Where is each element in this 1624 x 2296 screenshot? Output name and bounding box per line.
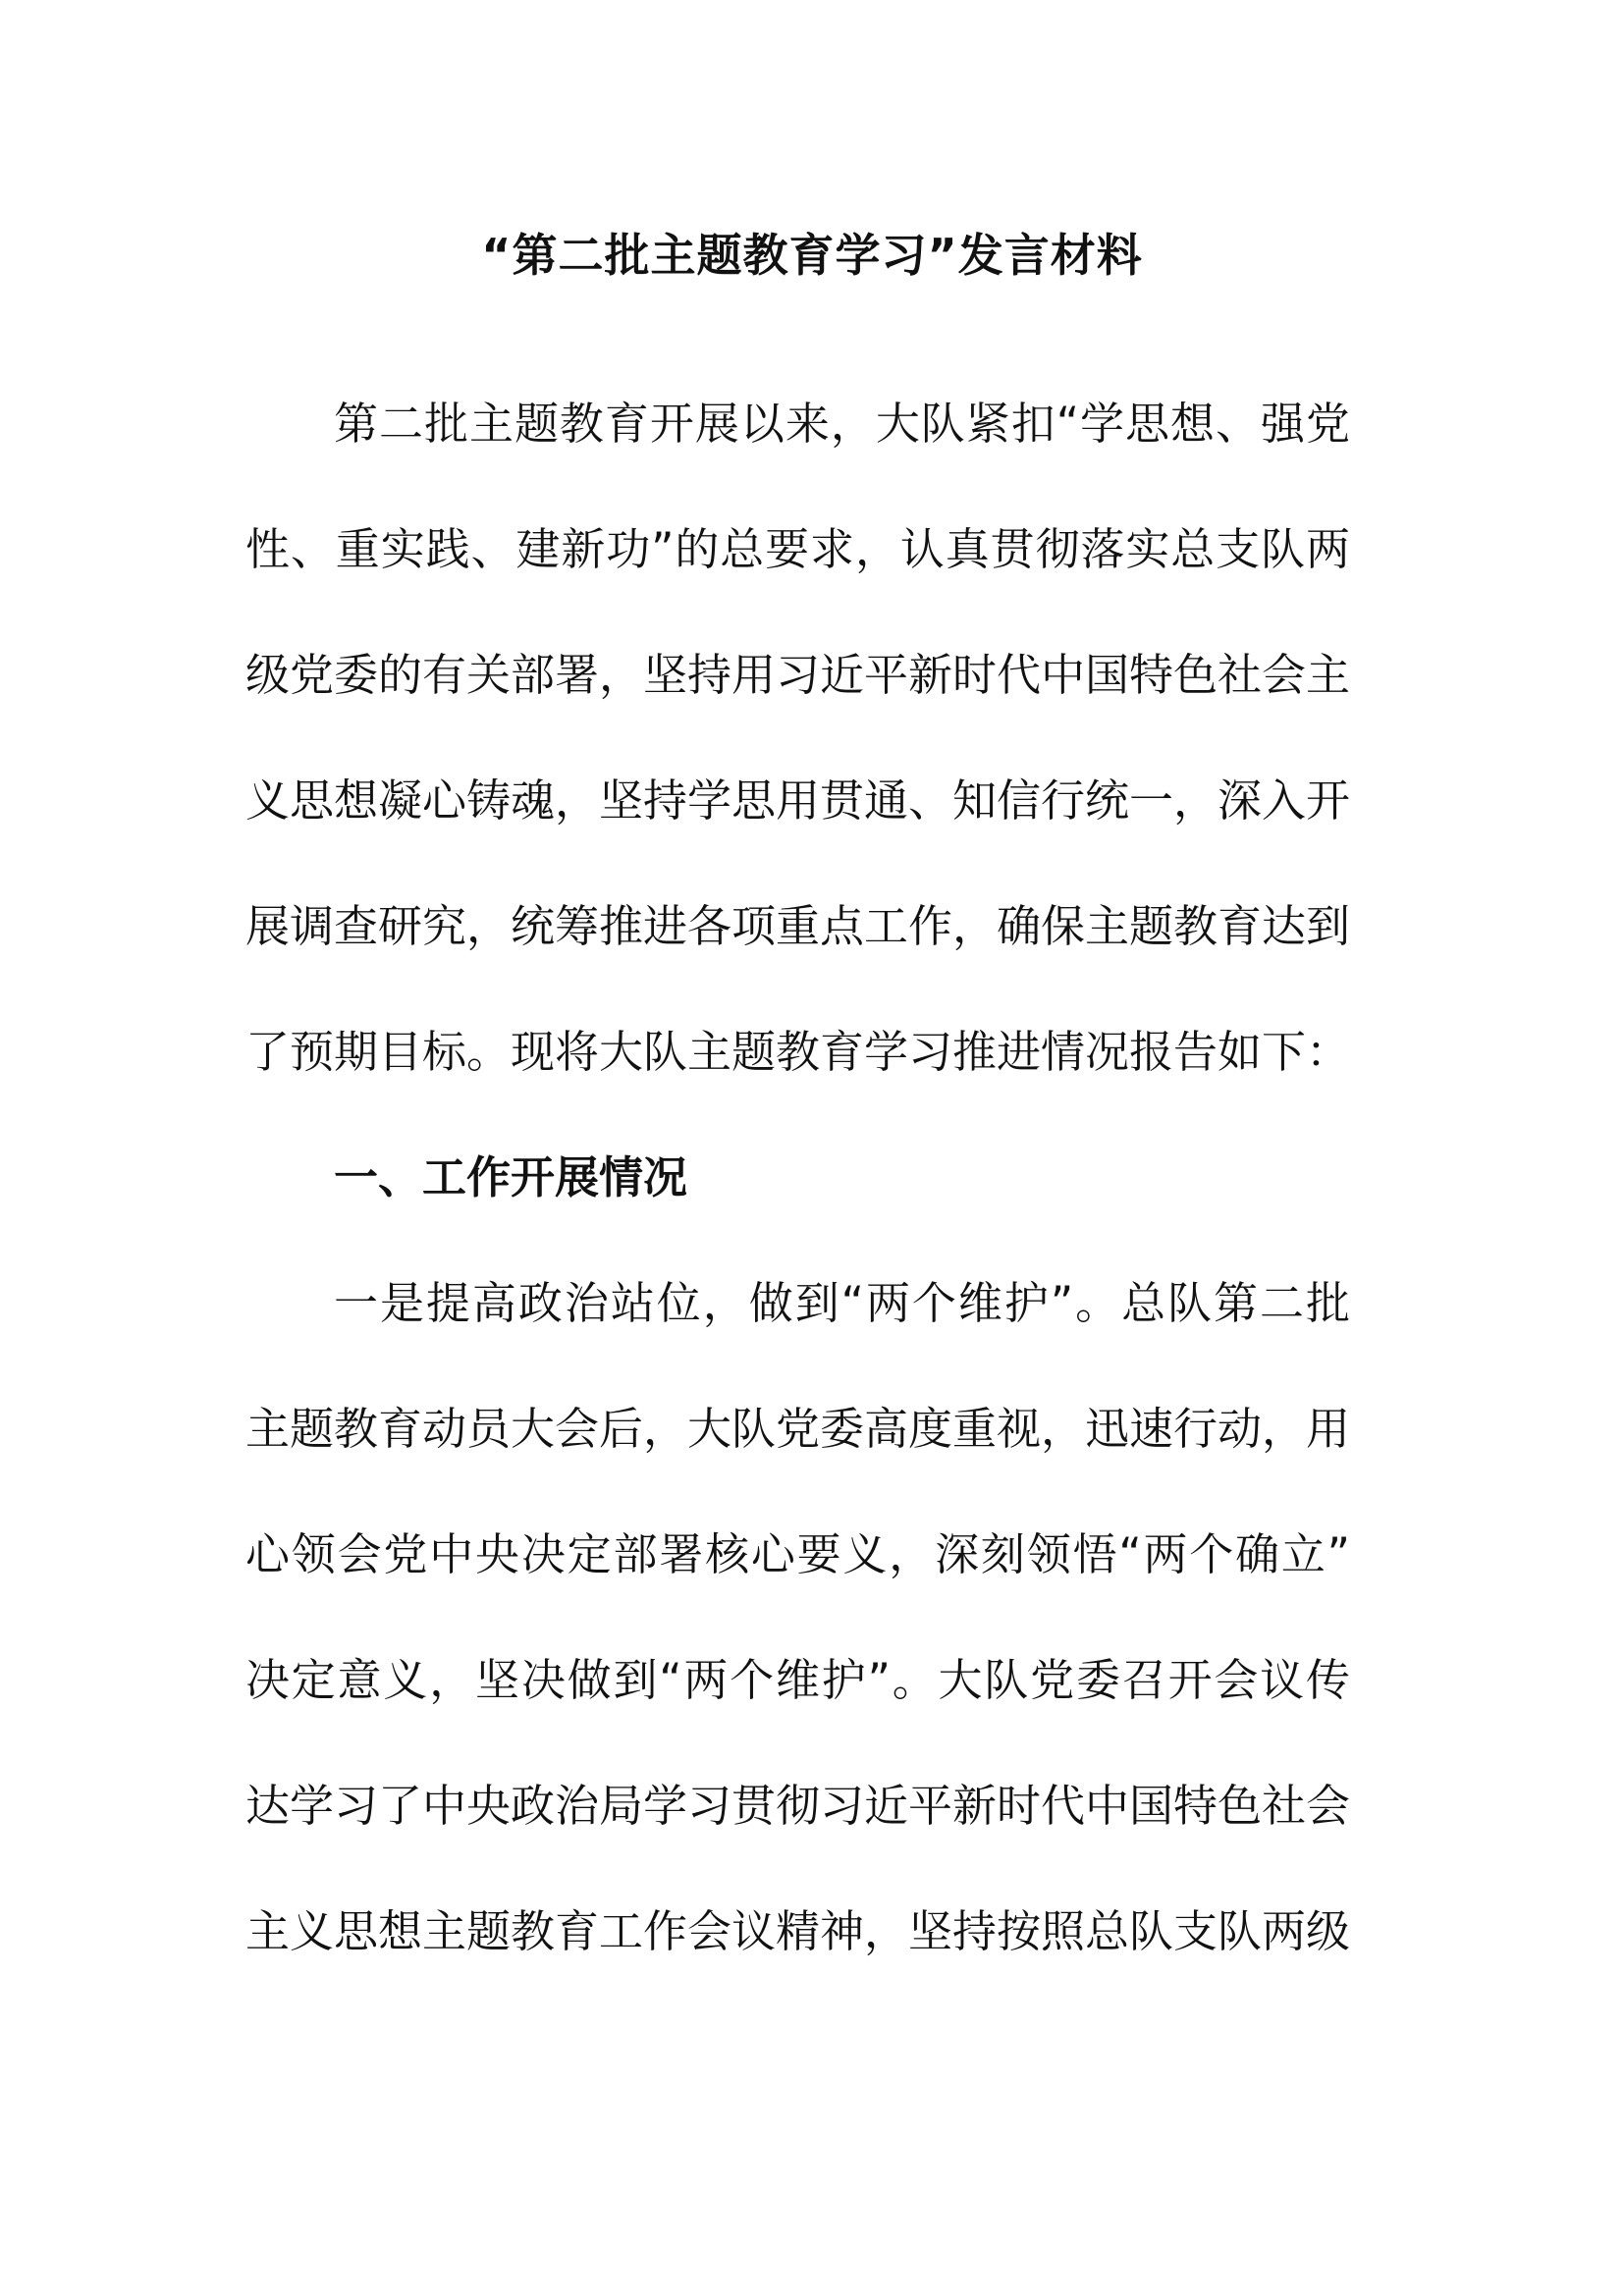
document-title: “第二批主题教育学习”发言材料 <box>481 229 1143 282</box>
section1-line-2: 主题教育动员大会后，大队党委高度重视，迅速行动，用 <box>245 1403 1351 1455</box>
intro-line-6: 了预期目标。现将大队主题教育学习推进情况报告如下： <box>245 1026 1351 1078</box>
intro-line-2: 性、重实践、建新功”的总要求，认真贯彻落实总支队两 <box>245 523 1350 575</box>
intro-line-5: 展调查研究，统筹推进各项重点工作，确保主题教育达到 <box>245 900 1351 952</box>
intro-line-4: 义思想凝心铸魂，坚持学思用贯通、知信行统一，深入开 <box>245 774 1351 827</box>
section1-line-3: 心领会党中央决定部署核心要义，深刻领悟“两个确立” <box>245 1528 1350 1580</box>
section1-line-1: 一是提高政治站位，做到“两个维护”。总队第二批 <box>334 1277 1350 1329</box>
section1-line-5: 达学习了中央政治局学习贯彻习近平新时代中国特色社会 <box>245 1780 1351 1832</box>
section1-line-6: 主义思想主题教育工作会议精神，坚持按照总队支队两级 <box>245 1905 1351 1957</box>
section-heading: 一、工作开展情况 <box>334 1151 688 1203</box>
intro-line-1: 第二批主题教育开展以来，大队紧扣“学思想、强党 <box>334 398 1350 450</box>
section1-line-4: 决定意义，坚决做到“两个维护”。大队党委召开会议传 <box>245 1654 1350 1706</box>
intro-line-3: 级党委的有关部署，坚持用习近平新时代中国特色社会主 <box>245 649 1351 701</box>
